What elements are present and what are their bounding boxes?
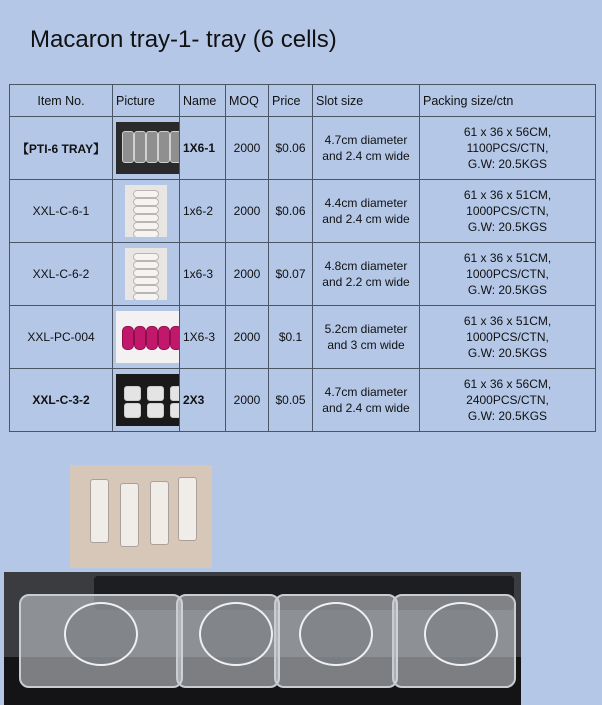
item-no-cell: XXL-C-3-2 xyxy=(10,369,113,432)
price-cell: $0.05 xyxy=(269,369,313,432)
moq-cell: 2000 xyxy=(226,117,269,180)
slot-line-2: and 2.4 cm wide xyxy=(322,149,410,163)
slot-size-cell xyxy=(313,243,420,306)
packing-line-1: 61 x 36 x 51CM, xyxy=(463,251,552,265)
slot-line-2: and 2.4 cm wide xyxy=(322,212,410,226)
slot-line-2: and 3 cm wide xyxy=(327,338,405,352)
packing-line-2: 1000PCS/CTN, xyxy=(466,330,549,344)
table-header-row xyxy=(10,85,596,117)
table-row xyxy=(10,369,596,432)
slot-size-cell xyxy=(313,117,420,180)
name-cell: 1X6-1 xyxy=(180,117,226,180)
picture-cell xyxy=(113,117,180,180)
moq-cell: 2000 xyxy=(226,306,269,369)
slot-line-1: 4.8cm diameter xyxy=(324,259,408,273)
packing-cell xyxy=(420,180,596,243)
packing-cell xyxy=(420,306,596,369)
packing-line-1: 61 x 36 x 51CM, xyxy=(463,188,552,202)
dark-plastic-tray-image xyxy=(116,122,180,174)
clear-tray-image xyxy=(125,185,167,237)
packing-cell xyxy=(420,243,596,306)
slot-line-1: 4.7cm diameter xyxy=(324,133,408,147)
header-name: Name xyxy=(180,85,226,117)
price-cell: $0.06 xyxy=(269,117,313,180)
slot-size-cell xyxy=(313,306,420,369)
header-item-no: Item No. xyxy=(10,85,113,117)
slot-line-1: 4.4cm diameter xyxy=(324,196,408,210)
slot-size-cell xyxy=(313,369,420,432)
picture-cell xyxy=(113,306,180,369)
packing-line-3: G.W: 20.5KGS xyxy=(467,157,548,171)
picture-cell xyxy=(113,369,180,432)
packing-line-2: 2400PCS/CTN, xyxy=(466,393,549,407)
packing-cell xyxy=(420,117,596,180)
slot-line-1: 5.2cm diameter xyxy=(324,322,408,336)
trays-on-desk-photo xyxy=(4,572,521,705)
clear-tray-image xyxy=(125,248,167,300)
header-packing: Packing size/ctn xyxy=(420,85,596,117)
slot-line-2: and 2.4 cm wide xyxy=(322,401,410,415)
item-no-cell: XXL-C-6-2 xyxy=(10,243,113,306)
picture-cell xyxy=(113,180,180,243)
packing-cell xyxy=(420,369,596,432)
name-cell: 1x6-3 xyxy=(180,243,226,306)
moq-cell: 2000 xyxy=(226,180,269,243)
table-row xyxy=(10,306,596,369)
name-cell: 2X3 xyxy=(180,369,226,432)
moq-cell: 2000 xyxy=(226,369,269,432)
four-clear-trays-photo xyxy=(70,465,212,568)
slot-line-1: 4.7cm diameter xyxy=(324,385,408,399)
item-no-cell: XXL-C-6-1 xyxy=(10,180,113,243)
packing-line-3: G.W: 20.5KGS xyxy=(467,283,548,297)
slot-line-2: and 2.2 cm wide xyxy=(322,275,410,289)
price-cell: $0.07 xyxy=(269,243,313,306)
table-row xyxy=(10,117,596,180)
packing-line-3: G.W: 20.5KGS xyxy=(467,346,548,360)
packing-line-2: 1100PCS/CTN, xyxy=(466,141,549,155)
packing-line-1: 61 x 36 x 51CM, xyxy=(463,314,552,328)
packing-line-2: 1000PCS/CTN, xyxy=(466,204,549,218)
item-no-cell: XXL-PC-004 xyxy=(10,306,113,369)
name-cell: 1X6-3 xyxy=(180,306,226,369)
header-slot-size: Slot size xyxy=(313,85,420,117)
slot-size-cell xyxy=(313,180,420,243)
table-row xyxy=(10,180,596,243)
moq-cell: 2000 xyxy=(226,243,269,306)
item-no-cell: 【PTI-6 TRAY】 xyxy=(10,117,113,180)
header-price: Price xyxy=(269,85,313,117)
picture-cell xyxy=(113,243,180,306)
packing-line-1: 61 x 36 x 56CM, xyxy=(463,377,552,391)
packing-line-2: 1000PCS/CTN, xyxy=(466,267,549,281)
packing-line-1: 61 x 36 x 56CM, xyxy=(463,125,552,139)
packing-line-3: G.W: 20.5KGS xyxy=(467,220,548,234)
table-row xyxy=(10,243,596,306)
2x3-tray-image xyxy=(116,374,180,426)
spec-table xyxy=(9,84,596,432)
price-cell: $0.06 xyxy=(269,180,313,243)
header-picture: Picture xyxy=(113,85,180,117)
price-cell: $0.1 xyxy=(269,306,313,369)
page-title: Macaron tray-1- tray (6 cells) xyxy=(30,26,337,53)
pink-macaron-tray-image xyxy=(116,311,180,363)
header-moq: MOQ xyxy=(226,85,269,117)
packing-line-3: G.W: 20.5KGS xyxy=(467,409,548,423)
name-cell: 1x6-2 xyxy=(180,180,226,243)
